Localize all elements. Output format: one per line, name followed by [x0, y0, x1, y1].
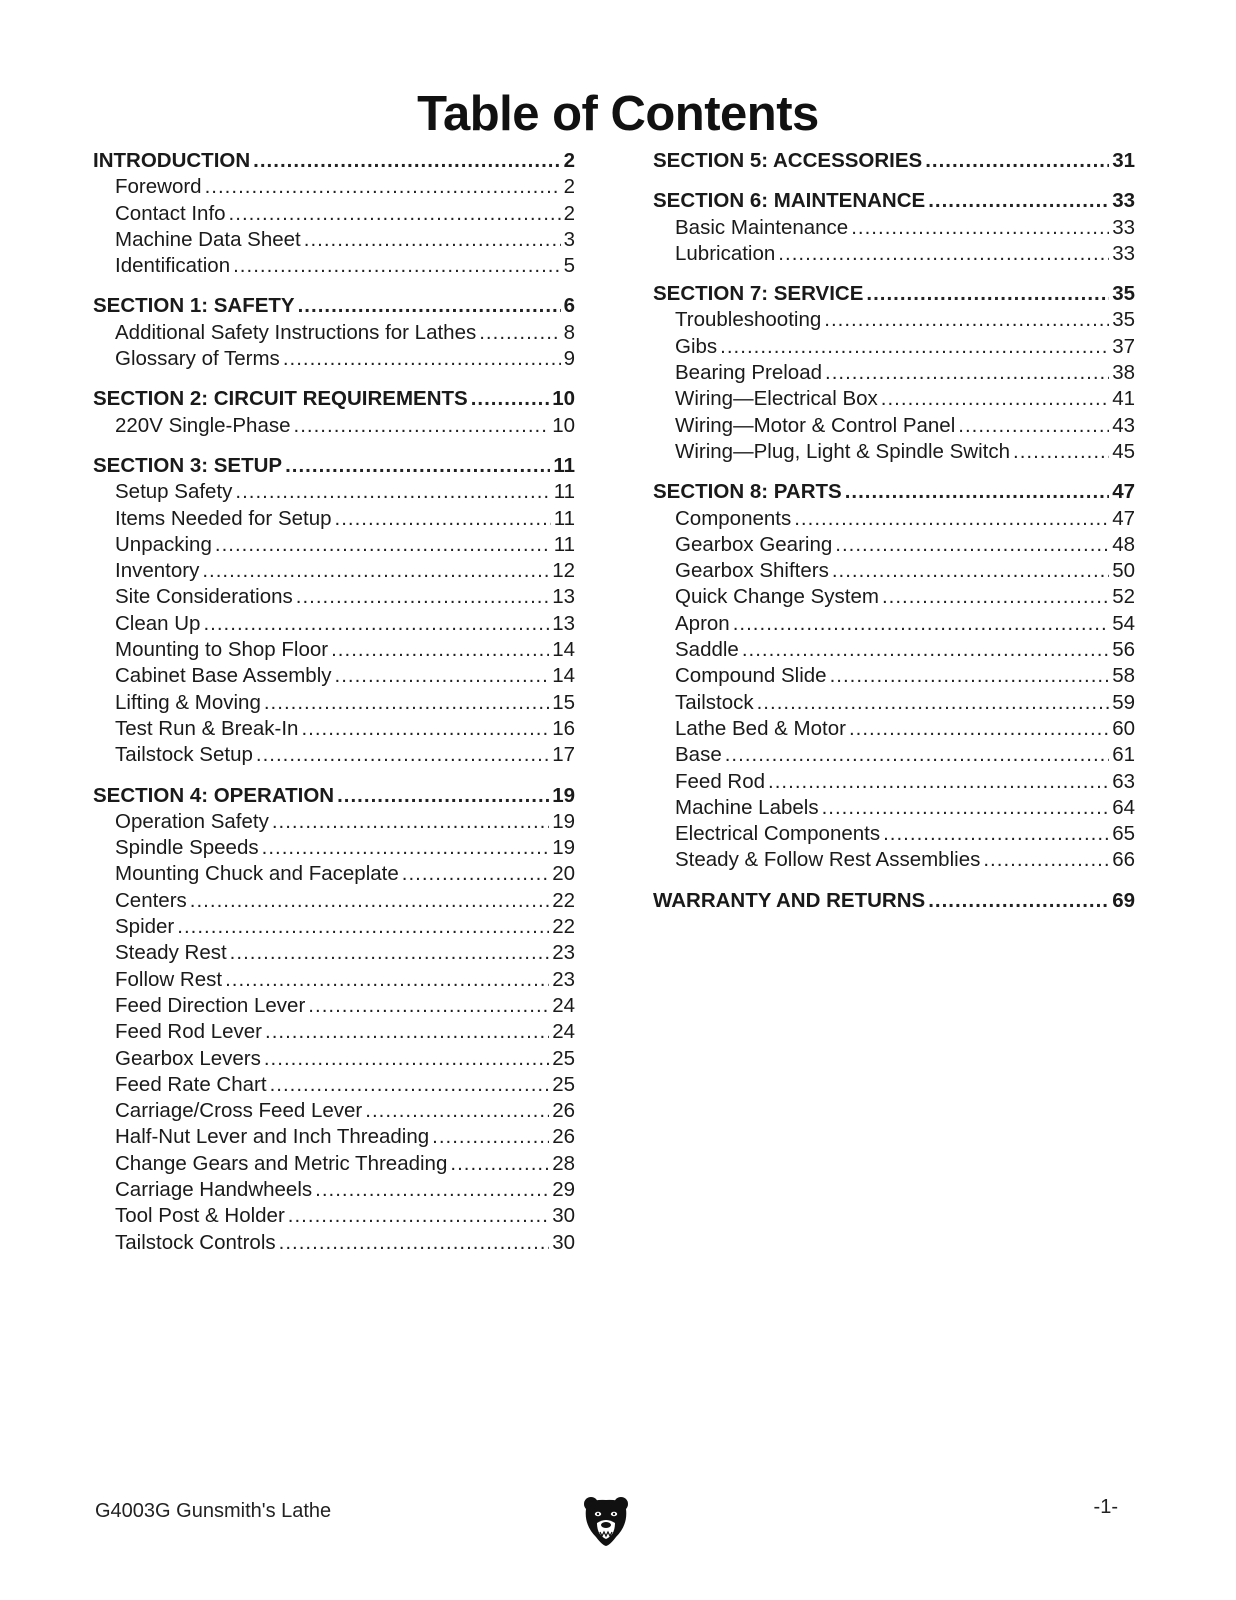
dot-leader — [229, 201, 561, 227]
toc-page-number: 43 — [1112, 413, 1135, 437]
toc-section-label: SECTION 5: ACCESSORIES — [653, 149, 923, 172]
toc-left-column — [93, 148, 575, 1270]
toc-entry-220v-single-phase[interactable] — [93, 413, 575, 439]
toc-page-number: 24 — [552, 1020, 575, 1044]
toc-page-number: 24 — [552, 993, 575, 1017]
toc-page-number: 9 — [563, 347, 575, 371]
toc-entry-machine-data-sheet[interactable] — [93, 227, 575, 253]
toc-entry-label: Troubleshooting — [675, 308, 822, 332]
toc-page-number: 19 — [552, 836, 575, 860]
dot-leader — [202, 558, 549, 584]
toc-entry-label: Site Considerations — [115, 585, 293, 609]
toc-page-number: 10 — [552, 387, 575, 411]
toc-entry-label: Feed Rate Chart — [115, 1072, 267, 1096]
dot-leader — [233, 253, 560, 279]
toc-page-number: 47 — [1112, 480, 1135, 504]
toc-page-number: 45 — [1112, 439, 1135, 463]
toc-entry-label: Setup Safety — [115, 480, 233, 504]
toc-entry-feed-rod-lever[interactable] — [93, 1019, 575, 1045]
toc-entry-steady-rest[interactable] — [93, 940, 575, 966]
dot-leader — [479, 320, 560, 346]
toc-entry-label: Feed Direction Lever — [115, 993, 306, 1017]
toc-page-number: 30 — [552, 1204, 575, 1228]
toc-entry-follow-rest[interactable] — [93, 967, 575, 993]
dot-leader — [225, 967, 549, 993]
toc-section-group — [93, 386, 575, 439]
toc-page-number: 38 — [1112, 361, 1135, 385]
toc-page-number: 29 — [552, 1177, 575, 1201]
toc-section-section-1-safety[interactable] — [93, 293, 575, 319]
dot-leader — [471, 386, 549, 412]
dot-leader — [822, 795, 1110, 821]
toc-entry-compound-slide[interactable] — [653, 663, 1135, 689]
dot-leader — [832, 558, 1109, 584]
toc-section-introduction[interactable] — [93, 148, 575, 174]
toc-entry-label: Feed Rod Lever — [115, 1020, 263, 1044]
toc-entry-label: Electrical Components — [675, 822, 881, 846]
toc-entry-label: Gearbox Levers — [115, 1046, 261, 1070]
toc-entry-label: Quick Change System — [675, 585, 879, 609]
toc-entry-label: Apron — [675, 611, 730, 635]
toc-entry-glossary-of-terms[interactable] — [93, 346, 575, 372]
dot-leader — [256, 742, 549, 768]
toc-page-number: 11 — [553, 480, 575, 504]
dot-leader — [835, 532, 1109, 558]
dot-leader — [301, 716, 549, 742]
dot-leader — [925, 148, 1109, 174]
toc-entry-label: Cabinet Base Assembly — [115, 664, 332, 688]
toc-section-group — [653, 148, 1135, 174]
toc-entry-quick-change-system[interactable] — [653, 584, 1135, 610]
toc-entry-label: Identification — [115, 254, 231, 278]
toc-page-number: 59 — [1112, 690, 1135, 714]
toc-section-group — [93, 148, 575, 279]
toc-page-number: 26 — [552, 1099, 575, 1123]
dot-leader — [883, 821, 1109, 847]
dot-leader — [298, 293, 561, 319]
toc-section-label: WARRANTY AND RETURNS — [653, 888, 926, 912]
toc-entry-label: Spider — [115, 915, 175, 939]
toc-entry-label: Foreword — [115, 175, 202, 199]
toc-entry-foreword[interactable] — [93, 174, 575, 200]
dot-leader — [830, 663, 1110, 689]
toc-page-number: 20 — [552, 862, 575, 886]
dot-leader — [265, 1019, 549, 1045]
toc-page-number: 66 — [1112, 848, 1135, 872]
dot-leader — [177, 914, 549, 940]
toc-entry-electrical-components[interactable] — [653, 821, 1135, 847]
toc-page-number: 33 — [1112, 241, 1135, 265]
toc-section-label: SECTION 8: PARTS — [653, 480, 842, 504]
dot-leader — [851, 215, 1109, 241]
toc-page-number: 35 — [1112, 308, 1135, 332]
toc-entry-cabinet-base-assembly[interactable] — [93, 663, 575, 689]
toc-entry-label: Contact Info — [115, 201, 226, 225]
dot-leader — [450, 1151, 549, 1177]
toc-entry-label: Saddle — [675, 638, 739, 662]
toc-entry-label: Bearing Preload — [675, 361, 823, 385]
toc-page-number: 61 — [1112, 743, 1135, 767]
toc-entry-label: Clean Up — [115, 611, 201, 635]
toc-page-number: 69 — [1112, 888, 1135, 912]
dot-leader — [335, 663, 550, 689]
toc-page-number: 33 — [1112, 215, 1135, 239]
dot-leader — [881, 386, 1109, 412]
toc-entry-label: Mounting Chuck and Faceplate — [115, 862, 399, 886]
toc-entry-basic-maintenance[interactable] — [653, 215, 1135, 241]
toc-page-number: 10 — [552, 413, 575, 437]
toc-entry-label: Machine Labels — [675, 795, 819, 819]
toc-page-number: 14 — [552, 664, 575, 688]
toc-page-number: 54 — [1112, 611, 1135, 635]
dot-leader — [882, 584, 1109, 610]
toc-entry-mounting-to-shop-floor[interactable] — [93, 637, 575, 663]
toc-page-number: 13 — [552, 611, 575, 635]
dot-leader — [778, 241, 1109, 267]
toc-entry-identification[interactable] — [93, 253, 575, 279]
toc-entry-label: Items Needed for Setup — [115, 506, 332, 530]
toc-entry-gibs[interactable] — [653, 334, 1135, 360]
toc-entry-label: Carriage/Cross Feed Lever — [115, 1099, 363, 1123]
toc-entry-setup-safety[interactable] — [93, 479, 575, 505]
toc-section-group — [653, 888, 1135, 914]
toc-entry-label: Wiring—Motor & Control Panel — [675, 413, 956, 437]
dot-leader — [215, 532, 551, 558]
toc-page-number: 14 — [552, 638, 575, 662]
toc-entry-label: Lathe Bed & Motor — [675, 716, 846, 740]
toc-entry-spider[interactable] — [93, 914, 575, 940]
toc-entry-saddle[interactable] — [653, 637, 1135, 663]
toc-entry-centers[interactable] — [93, 888, 575, 914]
toc-page-number: 15 — [552, 690, 575, 714]
dot-leader — [315, 1177, 549, 1203]
dot-leader — [824, 307, 1109, 333]
toc-page-number: 23 — [552, 967, 575, 991]
toc-section-section-4-operation[interactable] — [93, 783, 575, 809]
toc-entry-tailstock[interactable] — [653, 690, 1135, 716]
dot-leader — [335, 506, 551, 532]
dot-leader — [720, 334, 1109, 360]
toc-entry-gearbox-levers[interactable] — [93, 1046, 575, 1072]
toc-entry-label: Test Run & Break-In — [115, 716, 299, 740]
toc-page-number: 25 — [552, 1046, 575, 1070]
toc-page-number: 37 — [1112, 334, 1135, 358]
toc-right-column — [653, 148, 1135, 928]
dot-leader — [337, 783, 549, 809]
toc-entry-label: Gearbox Shifters — [675, 559, 829, 583]
toc-entry-items-needed-for-setup[interactable] — [93, 506, 575, 532]
toc-page-number: 22 — [552, 915, 575, 939]
toc-entry-tailstock-controls[interactable] — [93, 1230, 575, 1256]
toc-entry-feed-rate-chart[interactable] — [93, 1072, 575, 1098]
toc-entry-label: Glossary of Terms — [115, 347, 280, 371]
toc-entry-additional-safety-instructions-for-lathes[interactable] — [93, 320, 575, 346]
toc-entry-label: Spindle Speeds — [115, 836, 259, 860]
toc-entry-label: Additional Safety Instructions for Lathes — [115, 320, 477, 344]
footer-manual-title: G4003G Gunsmith's Lathe — [95, 1500, 332, 1522]
toc-entry-tool-post-holder[interactable] — [93, 1203, 575, 1229]
toc-entry-feed-rod[interactable] — [653, 769, 1135, 795]
dot-leader — [285, 453, 550, 479]
toc-entry-label: Basic Maintenance — [675, 215, 849, 239]
toc-entry-troubleshooting[interactable] — [653, 307, 1135, 333]
toc-page-number: 22 — [552, 888, 575, 912]
toc-entry-site-considerations[interactable] — [93, 584, 575, 610]
toc-section-group — [653, 281, 1135, 465]
toc-page-number: 17 — [552, 743, 575, 767]
toc-entry-machine-labels[interactable] — [653, 795, 1135, 821]
toc-page-number: 30 — [552, 1230, 575, 1254]
toc-entry-spindle-speeds[interactable] — [93, 835, 575, 861]
toc-entry-label: Wiring—Electrical Box — [675, 387, 878, 411]
toc-section-label: SECTION 7: SERVICE — [653, 282, 864, 306]
toc-page-number: 19 — [552, 809, 575, 833]
toc-page-number: 48 — [1112, 532, 1135, 556]
toc-page-number: 16 — [552, 716, 575, 740]
toc-section-section-5-accessories[interactable] — [653, 148, 1135, 174]
dot-leader — [308, 993, 549, 1019]
toc-page-number: 26 — [552, 1125, 575, 1149]
toc-section-section-3-setup[interactable] — [93, 453, 575, 479]
dot-leader — [845, 479, 1109, 505]
toc-section-label: SECTION 4: OPERATION — [93, 783, 335, 807]
dot-leader — [270, 1072, 550, 1098]
toc-section-label: SECTION 2: CIRCUIT REQUIREMENTS — [93, 387, 468, 411]
dot-leader — [432, 1124, 549, 1150]
toc-entry-half-nut-lever-and-inch-threading[interactable] — [93, 1124, 575, 1150]
toc-entry-label: Half-Nut Lever and Inch Threading — [115, 1125, 430, 1149]
toc-page-number: 60 — [1112, 716, 1135, 740]
toc-page-number: 11 — [553, 532, 575, 556]
dot-leader — [725, 742, 1109, 768]
dot-leader — [866, 281, 1109, 307]
toc-page-number: 2 — [563, 201, 575, 225]
dot-leader — [262, 835, 550, 861]
toc-entry-label: Carriage Handwheels — [115, 1177, 313, 1201]
toc-entry-operation-safety[interactable] — [93, 809, 575, 835]
toc-page-number: 58 — [1112, 664, 1135, 688]
toc-entry-label: Tailstock Setup — [115, 743, 253, 767]
toc-entry-label: Gearbox Gearing — [675, 532, 833, 556]
toc-entry-wiring-electrical-box[interactable] — [653, 386, 1135, 412]
toc-entry-apron[interactable] — [653, 611, 1135, 637]
dot-leader — [294, 413, 550, 439]
toc-section-section-6-maintenance[interactable] — [653, 188, 1135, 214]
toc-section-label: SECTION 3: SETUP — [93, 453, 283, 477]
toc-entry-lifting-moving[interactable] — [93, 690, 575, 716]
toc-entry-label: Centers — [115, 888, 187, 912]
dot-leader — [272, 809, 549, 835]
dot-leader — [264, 690, 549, 716]
toc-page-number: 23 — [552, 941, 575, 965]
dot-leader — [203, 611, 549, 637]
toc-page-number: 47 — [1112, 506, 1135, 530]
toc-entry-base[interactable] — [653, 742, 1135, 768]
toc-entry-bearing-preload[interactable] — [653, 360, 1135, 386]
toc-entry-label: Steady Rest — [115, 941, 227, 965]
toc-entry-wiring-motor-control-panel[interactable] — [653, 413, 1135, 439]
toc-entry-label: Change Gears and Metric Threading — [115, 1151, 448, 1175]
toc-entry-label: Steady & Follow Rest Assemblies — [675, 848, 981, 872]
dot-leader — [190, 888, 549, 914]
toc-page-number: 50 — [1112, 559, 1135, 583]
toc-entry-clean-up[interactable] — [93, 611, 575, 637]
toc-page-number: 6 — [563, 294, 575, 318]
toc-page-number: 28 — [552, 1151, 575, 1175]
toc-page-number: 63 — [1112, 769, 1135, 793]
toc-section-section-7-service[interactable] — [653, 281, 1135, 307]
toc-entry-gearbox-shifters[interactable] — [653, 558, 1135, 584]
toc-page-number: 65 — [1112, 822, 1135, 846]
dot-leader — [757, 690, 1110, 716]
toc-entry-label: Tailstock Controls — [115, 1230, 276, 1254]
toc-page-number: 33 — [1112, 189, 1135, 213]
dot-leader — [1013, 439, 1109, 465]
toc-page-number: 13 — [552, 585, 575, 609]
dot-leader — [296, 584, 549, 610]
dot-leader — [283, 346, 561, 372]
toc-entry-components[interactable] — [653, 506, 1135, 532]
toc-page-number: 12 — [552, 559, 575, 583]
toc-entry-label: Operation Safety — [115, 809, 269, 833]
toc-entry-label: Follow Rest — [115, 967, 223, 991]
toc-page-number: 8 — [563, 320, 575, 344]
dot-leader — [365, 1098, 549, 1124]
page-title: Table of Contents — [417, 87, 819, 141]
dot-leader — [230, 940, 550, 966]
toc-entry-label: Gibs — [675, 334, 718, 358]
toc-page-number: 2 — [563, 175, 575, 199]
toc-entry-label: Lubrication — [675, 241, 776, 265]
toc-entry-lathe-bed-motor[interactable] — [653, 716, 1135, 742]
dot-leader — [825, 360, 1109, 386]
toc-section-group — [93, 293, 575, 372]
toc-page-number: 3 — [563, 227, 575, 251]
toc-entry-label: Compound Slide — [675, 664, 827, 688]
toc-page-number: 41 — [1112, 387, 1135, 411]
dot-leader — [331, 637, 549, 663]
footer-page-number: -1- — [1093, 1496, 1118, 1518]
toc-entry-label: Feed Rod — [675, 769, 766, 793]
toc-entry-tailstock-setup[interactable] — [93, 742, 575, 768]
toc-section-warranty-and-returns[interactable] — [653, 888, 1135, 914]
toc-page-number: 19 — [552, 783, 575, 807]
dot-leader — [288, 1203, 549, 1229]
toc-entry-change-gears-and-metric-threading[interactable] — [93, 1151, 575, 1177]
toc-entry-carriage-cross-feed-lever[interactable] — [93, 1098, 575, 1124]
toc-page-number: 31 — [1112, 149, 1135, 172]
dot-leader — [928, 888, 1109, 914]
toc-entry-label: Unpacking — [115, 532, 212, 556]
toc-entry-carriage-handwheels[interactable] — [93, 1177, 575, 1203]
dot-leader — [928, 188, 1109, 214]
toc-entry-label: Base — [675, 743, 722, 767]
toc-section-label: SECTION 1: SAFETY — [93, 294, 295, 318]
toc-entry-label: Tailstock — [675, 690, 754, 714]
toc-section-group — [653, 188, 1135, 267]
toc-entry-mounting-chuck-and-faceplate[interactable] — [93, 861, 575, 887]
dot-leader — [235, 479, 550, 505]
toc-entry-inventory[interactable] — [93, 558, 575, 584]
toc-entry-label: Tool Post & Holder — [115, 1204, 285, 1228]
dot-leader — [958, 413, 1109, 439]
toc-page-number: 2 — [563, 149, 575, 172]
dot-leader — [742, 637, 1109, 663]
toc-page-number: 25 — [552, 1072, 575, 1096]
toc-entry-label: Inventory — [115, 559, 200, 583]
toc-entry-contact-info[interactable] — [93, 201, 575, 227]
dot-leader — [983, 847, 1109, 873]
toc-section-label: SECTION 6: MAINTENANCE — [653, 189, 926, 213]
toc-entry-label: Machine Data Sheet — [115, 227, 301, 251]
dot-leader — [205, 174, 561, 200]
toc-page-number: 56 — [1112, 638, 1135, 662]
dot-leader — [794, 506, 1109, 532]
toc-entry-label: Wiring—Plug, Light & Spindle Switch — [675, 439, 1010, 463]
toc-section-group — [653, 479, 1135, 873]
dot-leader — [279, 1230, 550, 1256]
toc-section-group — [93, 453, 575, 769]
toc-entry-steady-follow-rest-assemblies[interactable] — [653, 847, 1135, 873]
toc-page-number: 52 — [1112, 585, 1135, 609]
toc-page-number: 11 — [553, 506, 575, 530]
toc-page-number: 5 — [563, 254, 575, 278]
dot-leader — [733, 611, 1109, 637]
toc-entry-label: Mounting to Shop Floor — [115, 638, 329, 662]
toc-entry-wiring-plug-light-spindle-switch[interactable] — [653, 439, 1135, 465]
toc-entry-label: Components — [675, 506, 792, 530]
dot-leader — [768, 769, 1109, 795]
dot-leader — [253, 148, 560, 174]
toc-entry-unpacking[interactable] — [93, 532, 575, 558]
toc-entry-label: 220V Single-Phase — [115, 413, 291, 437]
bear-head-logo-icon — [582, 1495, 630, 1547]
toc-entry-test-run-break-in[interactable] — [93, 716, 575, 742]
toc-entry-lubrication[interactable] — [653, 241, 1135, 267]
toc-section-section-2-circuit-requirements[interactable] — [93, 386, 575, 412]
toc-page-number: 11 — [553, 453, 575, 477]
dot-leader — [849, 716, 1109, 742]
dot-leader — [304, 227, 561, 253]
toc-page-number: 64 — [1112, 795, 1135, 819]
dot-leader — [402, 861, 549, 887]
toc-section-section-8-parts[interactable] — [653, 479, 1135, 505]
toc-entry-label: Lifting & Moving — [115, 690, 261, 714]
toc-section-group — [93, 783, 575, 1256]
toc-page-number: 35 — [1112, 282, 1135, 306]
toc-entry-feed-direction-lever[interactable] — [93, 993, 575, 1019]
toc-entry-gearbox-gearing[interactable] — [653, 532, 1135, 558]
toc-section-label: INTRODUCTION — [93, 149, 251, 172]
dot-leader — [264, 1046, 549, 1072]
